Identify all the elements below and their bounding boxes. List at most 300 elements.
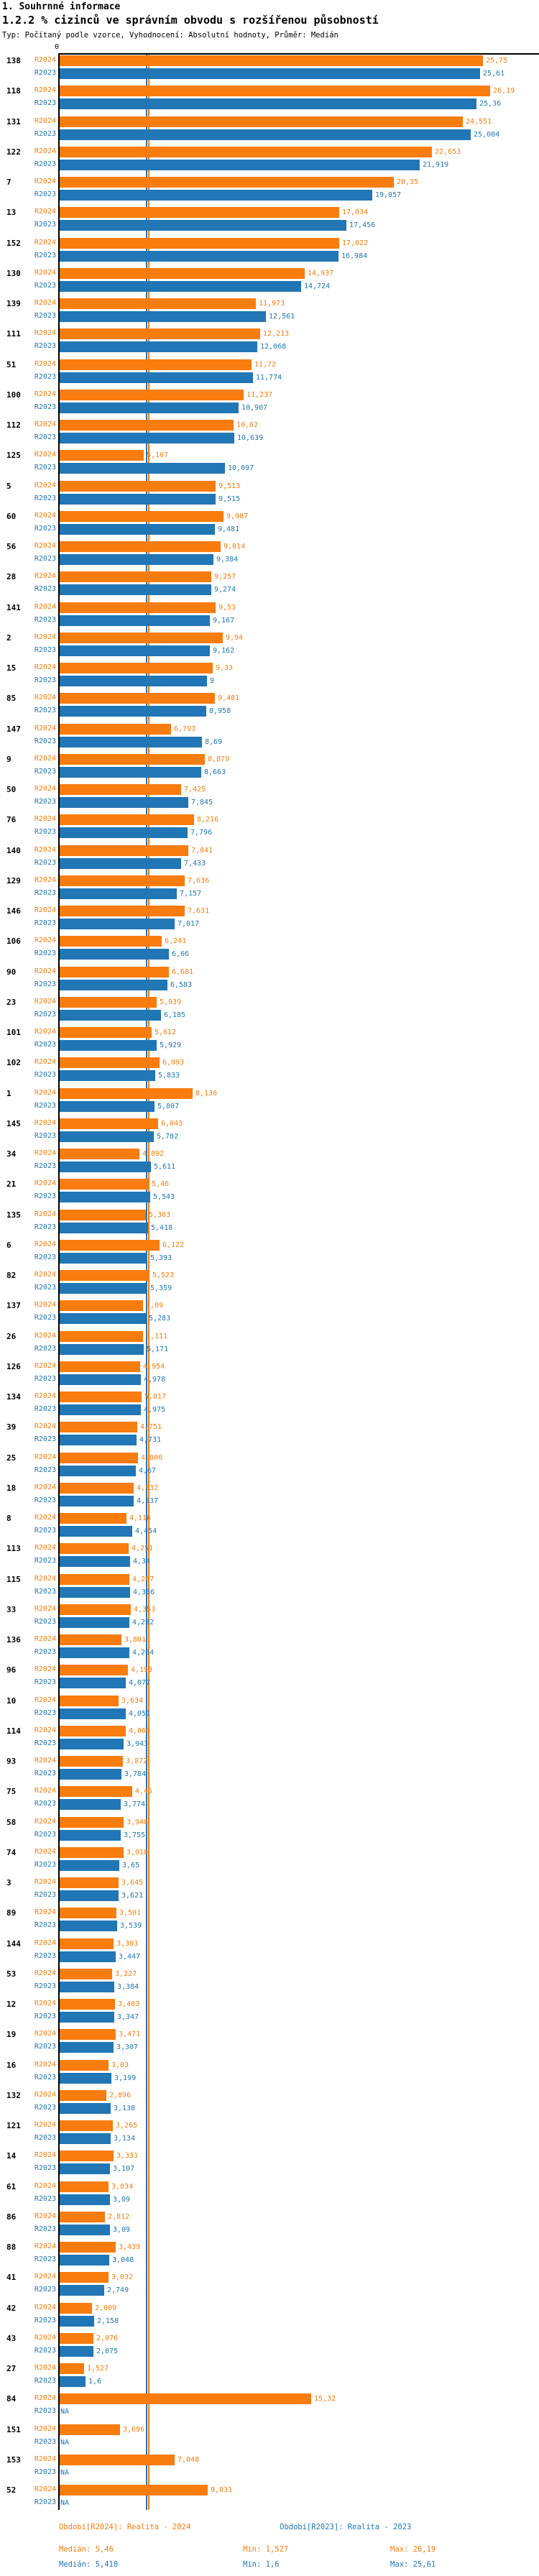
r2024-bar [59, 1665, 128, 1675]
r2024-value-label: 12,213 [263, 330, 290, 339]
series-tick-r2024: R2024 [34, 238, 56, 247]
series-tick-r2024: R2024 [34, 2364, 56, 2372]
r2024-value-label: 9,513 [218, 482, 241, 490]
r2024-value-label: 4,267 [132, 1575, 155, 1583]
group-id-label: 18 [6, 1483, 17, 1493]
x-axis-line [58, 53, 539, 55]
group-id-label: 138 [6, 56, 21, 65]
r2024-value-label: 3,645 [121, 1879, 144, 1887]
stat-median-r2023: Medián: 5,418 [59, 2560, 119, 2569]
r2024-bar [59, 2242, 116, 2253]
series-tick-r2024: R2024 [34, 1483, 56, 1491]
r2023-bar [59, 645, 210, 656]
r2023-bar [59, 2012, 114, 2023]
r2024-bar [59, 1696, 119, 1706]
r2024-bar [59, 967, 169, 978]
group-id-label: 2 [6, 632, 11, 643]
r2023-value-label: 5,807 [157, 1102, 180, 1110]
r2023-value-label: 3,048 [112, 2256, 134, 2264]
r2024-value-label: 24,551 [466, 117, 492, 126]
r2024-bar [59, 1969, 112, 1979]
r2024-bar [59, 724, 171, 735]
series-tick-r2023: R2023 [34, 2407, 56, 2416]
series-tick-r2024: R2024 [34, 511, 56, 520]
r2024-value-label: 6,681 [172, 967, 194, 976]
series-tick-r2024: R2024 [34, 632, 56, 641]
series-tick-r2023: R2023 [34, 645, 56, 654]
series-tick-r2024: R2024 [34, 1635, 56, 1643]
series-tick-r2024: R2024 [34, 329, 56, 338]
r2024-value-label: 11,237 [247, 390, 273, 399]
series-tick-r2023: R2023 [34, 221, 56, 229]
r2024-value-label: 8,216 [197, 816, 219, 824]
r2023-value-label: 5,833 [158, 1072, 180, 1080]
r2024-bar [59, 2393, 311, 2404]
series-tick-r2023: R2023 [34, 1405, 56, 1413]
group-id-label: 25 [6, 1453, 17, 1463]
group-id-label: 151 [6, 2424, 21, 2434]
r2024-value-label: 9,814 [224, 543, 246, 551]
group-id-label: 33 [6, 1604, 17, 1614]
r2023-bar [59, 2194, 110, 2205]
r2023-bar [59, 251, 338, 262]
series-tick-r2023: R2023 [34, 919, 56, 927]
group-id-label: 53 [6, 1969, 17, 1979]
r2023-bar [59, 2316, 94, 2327]
r2024-value-label: 8,136 [195, 1089, 218, 1098]
r2023-value-label: 4,051 [129, 1709, 151, 1718]
r2024-bar [59, 1118, 158, 1129]
series-tick-r2024: R2024 [34, 1726, 56, 1734]
group-id-label: 51 [6, 359, 17, 369]
series-tick-r2023: R2023 [34, 1708, 56, 1717]
r2023-value-label: 2,158 [97, 2317, 119, 2325]
r2024-value-label: 3,032 [111, 2273, 134, 2282]
group-id-label: 86 [6, 2212, 17, 2222]
group-id-label: 75 [6, 1787, 17, 1797]
series-tick-r2023: R2023 [34, 2225, 56, 2233]
r2024-bar [59, 1756, 123, 1767]
series-tick-r2023: R2023 [34, 372, 56, 381]
group-id-label: 102 [6, 1058, 21, 1068]
r2024-bar [59, 754, 205, 765]
group-id-label: 34 [6, 1149, 17, 1159]
r2023-value-label: 5,171 [147, 1345, 169, 1353]
r2023-bar [59, 220, 346, 231]
series-tick-r2023: R2023 [34, 949, 56, 958]
r2023-bar [59, 737, 202, 748]
series-tick-r2023: R2023 [34, 1131, 56, 1140]
r2024-value-label: 3,403 [118, 2000, 140, 2008]
r2023-bar [59, 1982, 114, 1992]
group-id-label: 9 [6, 754, 11, 764]
r2023-value-label: 9,167 [213, 616, 235, 625]
r2024-bar [59, 845, 188, 856]
series-tick-r2023: R2023 [34, 798, 56, 806]
series-tick-r2023: R2023 [34, 615, 56, 624]
r2023-bar [59, 1739, 124, 1749]
r2024-value-label: 6,793 [174, 724, 196, 733]
group-id-label: 118 [6, 86, 21, 96]
series-tick-r2024: R2024 [34, 2030, 56, 2038]
r2024-bar [59, 602, 216, 613]
r2024-bar [59, 1938, 114, 1949]
series-tick-r2024: R2024 [34, 2394, 56, 2403]
r2023-bar [59, 2225, 110, 2235]
section-title: 1. Souhrnné informace [2, 1, 121, 12]
r2024-value-label: 4,532 [137, 1484, 159, 1492]
series-tick-r2024: R2024 [34, 2121, 56, 2129]
series-tick-r2024: R2024 [34, 724, 56, 732]
group-id-label: 52 [6, 2485, 17, 2495]
r2024-bar [59, 1331, 143, 1342]
r2024-bar [59, 420, 234, 431]
r2023-bar [59, 888, 177, 899]
r2024-value-label: 15,32 [314, 2395, 336, 2404]
r2024-value-label: 3,471 [119, 2030, 141, 2039]
series-tick-r2024: R2024 [34, 1179, 56, 1188]
series-tick-r2024: R2024 [34, 2303, 56, 2312]
r2023-value-label: 5,543 [153, 1193, 175, 1202]
r2023-value-label: 12,561 [269, 313, 295, 321]
r2023-bar [59, 2376, 86, 2387]
r2024-bar [59, 2212, 105, 2222]
series-tick-r2023: R2023 [34, 2437, 56, 2446]
series-tick-r2023: R2023 [34, 1435, 56, 1444]
r2023-value-label: 5,611 [154, 1163, 176, 1171]
r2024-value-label: 11,973 [259, 300, 285, 308]
r2024-value-label: 10,62 [236, 421, 259, 429]
r2023-bar [59, 1010, 161, 1021]
r2024-bar [59, 328, 260, 339]
r2024-bar [59, 1786, 132, 1797]
r2023-value-label: 9,274 [214, 586, 236, 594]
r2024-value-label: 7,425 [184, 786, 206, 794]
series-tick-r2023: R2023 [34, 281, 56, 290]
r2024-value-label: 7,841 [191, 846, 213, 855]
r2024-value-label: 7,631 [188, 907, 210, 915]
r2023-value-label: 5,782 [157, 1132, 179, 1141]
r2024-value-label: 5,612 [155, 1029, 177, 1036]
group-id-label: 113 [6, 1544, 21, 1554]
r2024-bar [59, 1726, 126, 1736]
series-tick-r2023: R2023 [34, 828, 56, 837]
series-tick-r2023: R2023 [34, 1648, 56, 1656]
series-tick-r2024: R2024 [34, 1149, 56, 1157]
group-id-label: 152 [6, 238, 21, 248]
r2024-bar [59, 481, 216, 492]
series-tick-r2023: R2023 [34, 1921, 56, 1930]
series-tick-r2023: R2023 [34, 858, 56, 867]
series-tick-r2024: R2024 [34, 1878, 56, 1886]
series-tick-r2023: R2023 [34, 2346, 56, 2355]
group-id-label: 145 [6, 1118, 21, 1128]
stat-min-r2023: Min: 1,6 [243, 2560, 280, 2569]
r2024-bar [59, 1361, 140, 1372]
group-id-label: 15 [6, 663, 17, 673]
r2023-value-label: 5,393 [150, 1254, 172, 1262]
r2024-value-label: 3,948 [126, 1818, 149, 1826]
r2023-bar [59, 1617, 129, 1628]
series-tick-r2024: R2024 [34, 359, 56, 368]
r2023-bar [59, 1283, 147, 1294]
group-id-label: 6 [6, 1240, 11, 1250]
r2023-bar [59, 68, 480, 79]
r2024-bar [59, 238, 339, 249]
series-tick-r2024: R2024 [34, 602, 56, 611]
group-id-label: 23 [6, 997, 17, 1007]
series-tick-r2024: R2024 [34, 542, 56, 550]
r2023-bar [59, 706, 206, 717]
r2023-value-label: 4,292 [132, 1618, 155, 1627]
r2023-bar [59, 1404, 141, 1415]
r2024-bar [59, 1392, 142, 1402]
group-id-label: 132 [6, 2090, 21, 2100]
r2024-bar [59, 1027, 152, 1038]
series-tick-r2024: R2024 [34, 208, 56, 216]
series-tick-r2024: R2024 [34, 1058, 56, 1067]
group-id-label: 111 [6, 329, 21, 339]
r2024-bar [59, 1422, 137, 1432]
series-tick-r2023: R2023 [34, 1860, 56, 1869]
r2024-bar [59, 1817, 124, 1828]
r2023-value-label: 4,978 [144, 1375, 166, 1384]
stat-median-r2024: Medián: 5,46 [59, 2545, 114, 2554]
series-tick-r2023: R2023 [34, 1739, 56, 1747]
r2023-bar [59, 1466, 136, 1476]
r2024-value-label: 3,872 [126, 1757, 148, 1765]
r2024-bar [59, 2090, 106, 2101]
r2023-value-label: 7,796 [190, 829, 213, 837]
series-tick-r2024: R2024 [34, 1574, 56, 1583]
series-tick-r2023: R2023 [34, 402, 56, 411]
r2023-bar [59, 1313, 146, 1324]
series-tick-r2023: R2023 [34, 1891, 56, 1899]
r2024-value-label: 22,653 [435, 147, 461, 156]
series-tick-r2023: R2023 [34, 2012, 56, 2020]
r2024-bar [59, 2303, 92, 2314]
r2024-bar [59, 1483, 134, 1494]
series-tick-r2023: R2023 [34, 2498, 56, 2506]
r2024-value-label: 4,751 [140, 1423, 162, 1432]
r2023-bar [59, 2255, 109, 2266]
series-tick-r2023: R2023 [34, 1982, 56, 1990]
r2024-value-label: 4,068 [129, 1726, 151, 1735]
r2023-value-label: 10,097 [228, 464, 254, 473]
r2024-bar [59, 2485, 208, 2496]
r2023-bar [59, 584, 211, 595]
series-tick-r2024: R2024 [34, 451, 56, 459]
series-tick-r2023: R2023 [34, 312, 56, 320]
na-label-r2023: NA [60, 2438, 70, 2447]
series-tick-r2023: R2023 [34, 585, 56, 594]
series-tick-r2024: R2024 [34, 1453, 56, 1461]
r2023-bar [59, 463, 225, 474]
r2023-value-label: 8,958 [209, 707, 231, 716]
r2024-bar [59, 541, 221, 552]
r2023-bar [59, 919, 175, 929]
series-tick-r2024: R2024 [34, 2242, 56, 2250]
r2024-bar [59, 147, 432, 157]
r2023-value-label: 7,845 [191, 799, 213, 806]
r2023-bar [59, 160, 420, 170]
r2024-bar [59, 1300, 143, 1311]
r2023-value-label: 9 [210, 677, 215, 685]
series-tick-r2024: R2024 [34, 1938, 56, 1947]
series-tick-r2023: R2023 [34, 1800, 56, 1808]
r2023-bar [59, 281, 301, 292]
r2024-bar [59, 450, 144, 461]
r2024-bar [59, 906, 185, 916]
series-tick-r2023: R2023 [34, 676, 56, 684]
r2023-bar [59, 494, 216, 505]
series-tick-r2024: R2024 [34, 1210, 56, 1218]
r2023-bar [59, 2042, 114, 2053]
r2024-value-label: 5,017 [144, 1393, 167, 1401]
r2024-value-label: 3,634 [121, 1696, 144, 1705]
series-tick-r2024: R2024 [34, 1514, 56, 1522]
r2023-value-label: 4,537 [137, 1496, 159, 1505]
series-tick-r2023: R2023 [34, 737, 56, 745]
r2023-value-label: 3,384 [117, 1982, 139, 1991]
r2023-value-label: 3,755 [124, 1831, 146, 1839]
r2023-value-label: 2,749 [107, 2286, 129, 2295]
series-tick-r2023: R2023 [34, 1466, 56, 1474]
r2024-value-label: 20,35 [397, 178, 419, 186]
r2024-value-label: 6,093 [162, 1059, 185, 1067]
r2024-value-label: 5,111 [146, 1332, 168, 1340]
series-tick-r2024: R2024 [34, 56, 56, 64]
series-tick-r2024: R2024 [34, 116, 56, 125]
group-id-label: 106 [6, 937, 21, 947]
group-id-label: 19 [6, 2030, 17, 2040]
r2024-value-label: 9,53 [218, 603, 236, 612]
r2023-bar [59, 858, 181, 869]
r2024-bar [59, 1908, 116, 1918]
indicator-title: 1.2.2 % cizinců ve správním obvodu s rozšířenou působností [2, 14, 379, 27]
r2024-value-label: 17,022 [342, 239, 369, 247]
series-tick-r2024: R2024 [34, 1028, 56, 1036]
legend-r2024: Období[R2024]: Realita - 2024 [59, 2523, 191, 2531]
r2024-bar [59, 1847, 124, 1858]
r2023-bar [59, 1101, 155, 1112]
r2023-bar [59, 615, 210, 626]
series-tick-r2024: R2024 [34, 2333, 56, 2342]
r2023-bar [59, 1040, 157, 1051]
series-tick-r2024: R2024 [34, 2455, 56, 2463]
series-tick-r2024: R2024 [34, 2000, 56, 2007]
r2023-value-label: 3,784 [124, 1770, 147, 1778]
r2024-value-label: 3,303 [116, 1939, 139, 1948]
r2023-bar [59, 402, 239, 413]
series-tick-r2024: R2024 [34, 2090, 56, 2099]
legend-r2023: Období[R2023]: Realita - 2023 [280, 2523, 412, 2531]
r2024-value-label: 6,122 [162, 1241, 185, 1249]
r2023-value-label: 3,539 [120, 1922, 142, 1931]
series-tick-r2023: R2023 [34, 555, 56, 563]
series-tick-r2023: R2023 [34, 888, 56, 897]
series-tick-r2024: R2024 [34, 694, 56, 702]
r2023-bar [59, 1253, 147, 1264]
series-tick-r2023: R2023 [34, 2134, 56, 2142]
series-tick-r2023: R2023 [34, 99, 56, 108]
group-id-label: 12 [6, 2000, 17, 2009]
r2023-value-label: 4,264 [132, 1649, 155, 1657]
series-tick-r2023: R2023 [34, 2043, 56, 2051]
r2023-value-label: 4,077 [129, 1679, 151, 1688]
group-id-label: 125 [6, 451, 21, 461]
group-id-label: 84 [6, 2394, 17, 2404]
series-tick-r2024: R2024 [34, 937, 56, 945]
series-tick-r2024: R2024 [34, 1757, 56, 1765]
r2023-bar [59, 1192, 150, 1202]
r2024-bar [59, 997, 157, 1008]
series-tick-r2023: R2023 [34, 1284, 56, 1292]
group-id-label: 5 [6, 481, 11, 491]
r2023-value-label: 19,057 [375, 191, 402, 199]
r2023-value-label: 25,61 [483, 70, 505, 78]
r2024-bar [59, 2272, 109, 2283]
series-tick-r2024: R2024 [34, 1817, 56, 1826]
r2023-value-label: 9,481 [218, 525, 240, 533]
series-tick-r2023: R2023 [34, 2073, 56, 2082]
r2024-value-label: 2,896 [109, 2091, 132, 2099]
r2024-value-label: 4,193 [131, 1666, 153, 1675]
series-tick-r2024: R2024 [34, 1088, 56, 1097]
group-id-label: 41 [6, 2273, 17, 2283]
r2024-value-label: 3,801 [124, 1636, 147, 1644]
r2023-bar [59, 1890, 119, 1901]
series-tick-r2024: R2024 [34, 268, 56, 277]
series-tick-r2023: R2023 [34, 2286, 56, 2294]
series-tick-r2024: R2024 [34, 86, 56, 95]
r2023-bar [59, 2346, 93, 2357]
series-tick-r2023: R2023 [34, 1344, 56, 1353]
series-tick-r2024: R2024 [34, 967, 56, 975]
group-id-label: 121 [6, 2121, 21, 2130]
r2024-bar [59, 2333, 93, 2344]
r2024-bar [59, 511, 224, 522]
r2023-bar [59, 1223, 148, 1233]
series-tick-r2023: R2023 [34, 2467, 56, 2476]
r2024-bar [59, 1210, 146, 1220]
series-tick-r2024: R2024 [34, 178, 56, 185]
group-id-label: 50 [6, 785, 17, 794]
r2023-bar [59, 554, 213, 565]
r2024-bar [59, 693, 215, 704]
series-tick-r2023: R2023 [34, 1071, 56, 1080]
r2024-value-label: 6,043 [161, 1119, 183, 1128]
series-tick-r2024: R2024 [34, 1422, 56, 1431]
r2024-bar [59, 1999, 115, 2010]
r2023-value-label: 5,929 [160, 1041, 182, 1049]
series-tick-r2024: R2024 [34, 1361, 56, 1370]
group-id-label: 1 [6, 1088, 11, 1098]
group-id-label: 146 [6, 906, 21, 916]
stat-min-r2024: Min: 1,527 [243, 2545, 289, 2554]
r2023-value-label: 4,454 [135, 1527, 157, 1535]
r2024-value-label: 4,45 [135, 1788, 153, 1796]
group-id-label: 26 [6, 1331, 17, 1341]
r2023-bar [59, 2285, 104, 2296]
r2024-bar [59, 1088, 193, 1099]
series-tick-r2023: R2023 [34, 1496, 56, 1504]
series-tick-r2023: R2023 [34, 1253, 56, 1261]
series-tick-r2023: R2023 [34, 1223, 56, 1231]
r2024-value-label: 5,09 [146, 1302, 164, 1310]
r2024-value-label: 7,048 [178, 2455, 200, 2464]
group-id-label: 96 [6, 1665, 17, 1675]
